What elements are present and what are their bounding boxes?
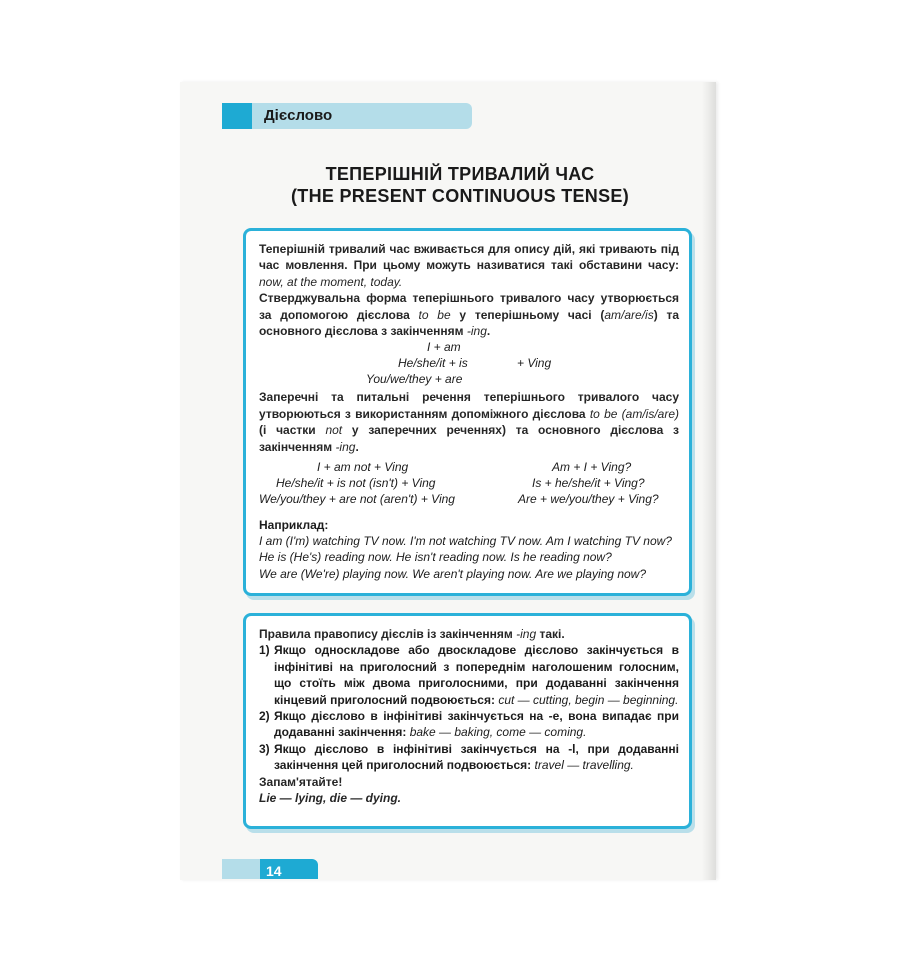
neg-text-b: (і частки <box>259 423 316 438</box>
rule-text <box>274 741 679 774</box>
spelling-rule-3 <box>259 741 679 774</box>
question-formula: Are + we/you/they + Ving? <box>518 492 659 507</box>
examples-title: Наприклад: <box>259 518 329 533</box>
neg-text-a: Заперечні та питальні речення теперішнього тривалого часу утворюються з використанням допоміжного дієслова <box>259 390 679 421</box>
affirmative-paragraph <box>259 290 679 339</box>
affirm-text-c: ) та основного дієслова з закінченням <box>259 307 680 339</box>
spelling-heading-b: такі. <box>539 627 565 641</box>
spelling-rule-1 <box>259 642 679 708</box>
rule-3-text: Якщо дієслово в інфінітиві закінчується на -l, при додаванні закінчення цей приголосний подвоюється: <box>274 741 679 773</box>
formula-line-3: You/we/they + are <box>366 372 463 387</box>
formula-line-1: I + am <box>427 340 461 355</box>
negative-question-formulas <box>259 459 679 511</box>
intro-paragraph <box>259 241 679 290</box>
affirmative-formula <box>259 339 679 389</box>
spelling-rules-box <box>243 613 692 829</box>
neg-not: not <box>325 423 343 438</box>
section-tab <box>222 103 472 129</box>
neg-text-c: у заперечних реченнях) та основного дієслова з закінченням <box>259 423 679 454</box>
spelling-heading-a: Правила правопису дієслів із закінченням <box>259 627 513 641</box>
page-number: 14 <box>266 863 282 879</box>
negative-formula: I + am not + Ving <box>317 460 409 475</box>
spelling-rule-2 <box>259 708 679 741</box>
example-line: I am (I'm) watching TV now. I'm not watching TV now. Am I watching TV now? <box>259 534 672 549</box>
rule-2-text: Якщо дієслово в інфінітиві закінчується на -e, вона випадає при додаванні закінчення: <box>274 709 679 740</box>
formula-line-2: He/she/it + is <box>398 356 468 371</box>
neg-forms: (am/is/are) <box>621 406 679 421</box>
question-formula: Is + he/she/it + Ving? <box>532 476 645 491</box>
neg-to-be: to be <box>589 406 618 421</box>
affirm-text-b: у теперішньому часі ( <box>459 307 605 322</box>
intro-text: Теперішній тривалий час вживається для опису дій, які тривають під час мовлення. При цьому можуть називатися такі обставини часу: <box>259 242 679 273</box>
negative-paragraph <box>259 389 679 455</box>
rule-number: 1) <box>259 643 270 658</box>
rule-1-example: cut — cutting, begin — beginning. <box>498 692 679 707</box>
section-tab-marker <box>222 103 252 129</box>
time-expressions: now, at the moment, today. <box>259 274 403 289</box>
rule-1-text: Якщо односкладове або двоскладове дієслово закінчується в інфінітиві на приголосний з попереднім наголошеним голосним, що стоїть між двома приголосними, при додаванні закінчення кінцевий приголосний подвоюється: <box>274 643 679 707</box>
rule-text <box>274 708 679 741</box>
rule-3-example: travel — travelling. <box>534 758 634 773</box>
affirm-ing: -ing <box>466 324 487 339</box>
page-title <box>250 163 670 207</box>
affirm-to-be: to be <box>418 307 451 322</box>
negative-formula: He/she/it + is not (isn't) + Ving <box>276 476 436 491</box>
negative-formula: We/you/they + are not (aren't) + Ving <box>259 492 455 507</box>
grammar-rule-box <box>243 228 692 596</box>
remember-example: Lie — lying, die — dying. <box>259 791 402 806</box>
formula-ving: + Ving <box>517 356 552 371</box>
affirm-text-a: Стверджувальна форма теперішнього тривалого часу утворюється за допомогою дієслова <box>259 291 679 322</box>
spelling-heading-ing: -ing <box>516 627 537 641</box>
rule-text <box>274 642 679 708</box>
remember-title: Запам'ятайте! <box>259 774 343 789</box>
title-line-2: (THE PRESENT CONTINUOUS TENSE) <box>290 186 630 206</box>
example-line: We are (We're) playing now. We aren't playing now. Are we playing now? <box>259 566 647 581</box>
spelling-heading <box>259 626 679 642</box>
rule-number: 2) <box>259 709 270 724</box>
affirm-forms: am/are/is <box>604 307 654 322</box>
affirm-end: . <box>486 324 491 339</box>
neg-ing: -ing <box>335 439 356 454</box>
rule-number: 3) <box>259 741 270 756</box>
title-line-1: ТЕПЕРІШНІЙ ТРИВАЛИЙ ЧАС <box>325 164 595 184</box>
section-label: Дієслово <box>264 107 333 124</box>
page-number-tab-accent <box>222 859 260 879</box>
question-formula: Am + I + Ving? <box>552 460 632 475</box>
example-line: He is (He's) reading now. He isn't reading now. Is he reading now? <box>259 550 612 565</box>
page-number-tab <box>222 859 318 879</box>
rule-2-example: bake — baking, come — coming. <box>409 725 587 740</box>
neg-end: . <box>355 439 359 454</box>
